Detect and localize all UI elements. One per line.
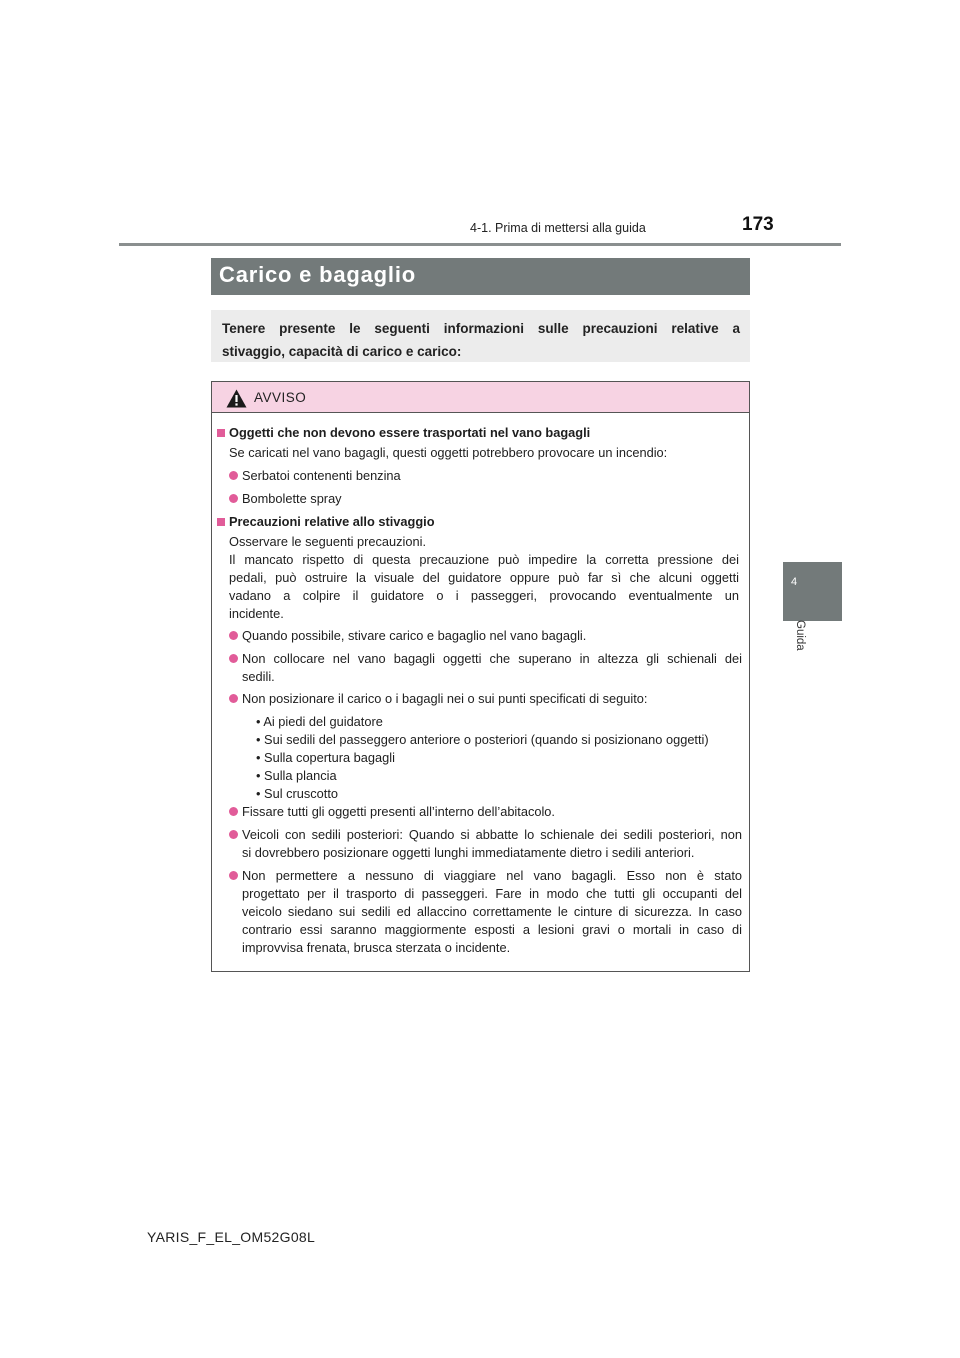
page-number: 173 (742, 214, 774, 235)
list-item: improvvisa frenata, brusca sterzata o incidente. (242, 940, 511, 955)
section-heading-forbidden-items: Oggetti che non devono essere trasportati nel vano bagagli (229, 425, 591, 440)
round-bullet-icon (229, 694, 238, 703)
sub-list-item: • Sui sedili del passeggero anteriore o posteriori (quando si posizionano oggetti) (256, 732, 709, 747)
section-title-bar (211, 258, 750, 295)
round-bullet-icon (229, 471, 238, 480)
round-bullet-icon (229, 654, 238, 663)
list-item: Serbatoi contenenti benzina (242, 468, 401, 483)
round-bullet-icon (229, 494, 238, 503)
running-header: 4-1. Prima di mettersi alla guida (470, 221, 646, 235)
document-code: YARIS_F_EL_OM52G08L (147, 1229, 316, 1245)
section-text: Il mancato rispetto di questa precauzione può impedire la corretta pressione dei (229, 552, 739, 567)
chapter-tab (783, 562, 842, 621)
section-text: pedali, può ostruire la visuale del guidatore oppure può far sì che alcuni oggetti (229, 570, 739, 585)
list-item: si dovrebbero posizionare oggetti lunghi immediatamente dietro i sedili anteriori. (242, 845, 695, 860)
section-text: incidente. (229, 606, 284, 621)
sub-list-item: • Sul cruscotto (256, 786, 339, 801)
list-item: Fissare tutti gli oggetti presenti all’interno dell’abitacolo. (242, 804, 555, 819)
intro-box (211, 310, 750, 362)
list-item: Non collocare nel vano bagagli oggetti che superano in altezza gli schienali dei (242, 651, 742, 666)
round-bullet-icon (229, 807, 238, 816)
list-item: Quando possibile, stivare carico e bagaglio nel vano bagagli. (242, 628, 587, 643)
section-text: Osservare le seguenti precauzioni. (229, 534, 427, 549)
list-item: Bombolette spray (242, 491, 342, 506)
list-item: Veicoli con sedili posteriori: Quando si abbatte lo schienale dei sedili posteriori, non (242, 827, 742, 842)
header-divider (119, 243, 841, 246)
list-item: Non permettere a nessuno di viaggiare nel vano bagagli. Esso non è stato (242, 868, 742, 883)
sub-list-item: • Sulla plancia (256, 768, 337, 783)
warning-label: AVVISO (254, 390, 307, 405)
square-bullet-icon (217, 429, 225, 437)
round-bullet-icon (229, 871, 238, 880)
list-item: sedili. (242, 669, 275, 684)
list-item: veicolo siedano sui sedili ed allaccino correttamente le cinture di sicurezza. In caso (242, 904, 742, 919)
warning-triangle-icon (226, 389, 247, 408)
section-heading-storage: Precauzioni relative allo stivaggio (229, 514, 435, 529)
intro-line-2: stivaggio, capacità di carico e carico: (222, 344, 462, 359)
round-bullet-icon (229, 830, 238, 839)
list-item: Non posizionare il carico o i bagagli nei o sui punti specificati di seguito: (242, 691, 648, 706)
section-text: Se caricati nel vano bagagli, questi oggetti potrebbero provocare un incendio: (229, 445, 668, 460)
list-item: progettato per il trasporto di passeggeri. Fare in modo che tutti gli occupanti del (242, 886, 742, 901)
round-bullet-icon (229, 631, 238, 640)
chapter-label: Guida (794, 620, 806, 651)
list-item: contrario essi saranno maggiormente esposti a lesioni gravi o mortali in caso di (242, 922, 742, 937)
sub-list-item: • Sulla copertura bagagli (256, 750, 395, 765)
intro-line-1: Tenere presente le seguenti informazioni sulle precauzioni relative a (222, 321, 740, 336)
section-title: Carico e bagaglio (219, 262, 416, 287)
section-text: vadano a colpire il guidatore o i passeggeri, provocando eventualmente un (229, 588, 739, 603)
warning-header (212, 382, 749, 413)
sub-list-item: • Ai piedi del guidatore (256, 714, 383, 729)
square-bullet-icon (217, 518, 225, 526)
chapter-number: 4 (790, 576, 798, 588)
